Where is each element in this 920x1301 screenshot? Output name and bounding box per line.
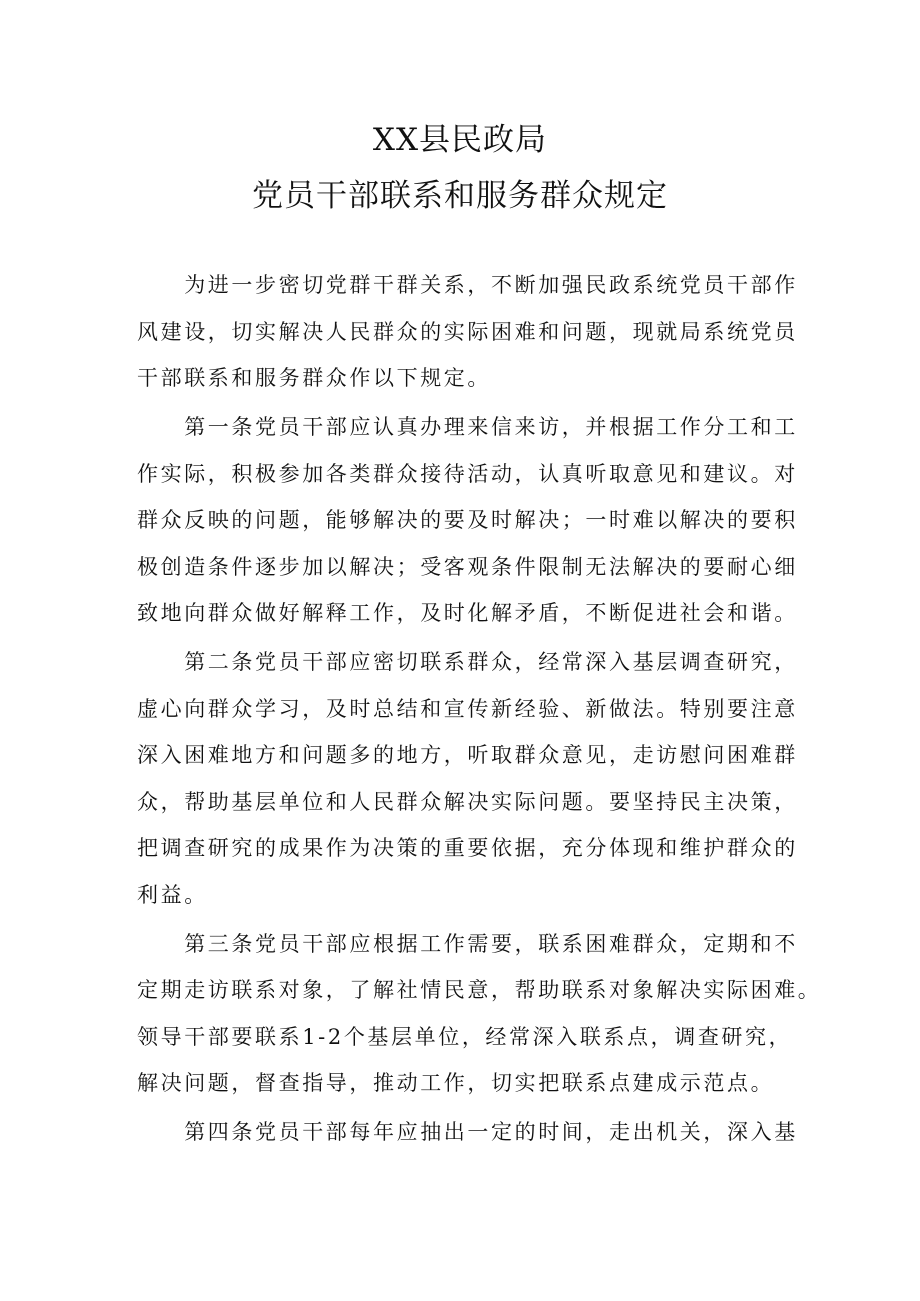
document-body xyxy=(137,262,822,1156)
title-line-1: XX县民政局 xyxy=(372,122,548,158)
title-line-2: 党员干部联系和服务群众规定 xyxy=(252,178,668,214)
text-line: 虚心向群众学习，及时总结和宣传新经验、新做法。特别要注意 xyxy=(137,696,798,721)
text-line: 第二条党员干部应密切联系群众，经常深入基层调查研究， xyxy=(137,650,798,674)
text-line: 把调查研究的成果作为决策的重要依据，充分体现和维护群众的 xyxy=(137,836,798,860)
text-line: 作实际，积极参加各类群众接待活动，认真听取意见和建议。对 xyxy=(137,461,798,486)
text-line: 群众反映的问题，能够解决的要及时解决；一时难以解决的要积 xyxy=(137,508,798,532)
document-title xyxy=(0,112,920,224)
text-line: 利益。 xyxy=(137,882,208,907)
text-line: 风建设，切实解决人民群众的实际困难和问题，现就局系统党员 xyxy=(137,319,798,344)
text-line: 干部联系和服务群众作以下规定。 xyxy=(137,366,491,390)
text-line: 致地向群众做好解释工作，及时化解矛盾，不断促进社会和谐。 xyxy=(137,601,798,625)
text-line: 定期走访联系对象，了解社情民意，帮助联系对象解决实际困难。 xyxy=(137,978,822,1002)
text-line: 为进一步密切党群干群关系，不断加强民政系统党员干部作 xyxy=(137,273,798,297)
text-line: 领导干部要联系1-2个基层单位，经常深入联系点，调查研究， xyxy=(137,1024,793,1049)
text-line: 极创造条件逐步加以解决；受客观条件限制无法解决的要耐心细 xyxy=(137,554,798,579)
text-line: 第一条党员干部应认真办理来信来访，并根据工作分工和工 xyxy=(137,415,798,439)
text-line: 第四条党员干部每年应抽出一定的时间，走出机关，深入基 xyxy=(137,1120,798,1144)
paragraph-article-4 xyxy=(137,1109,797,1156)
text-line: 解决问题，督查指导，推动工作，切实把联系点建成示范点。 xyxy=(137,1071,775,1095)
paragraph-article-1 xyxy=(137,404,797,637)
paragraph-intro xyxy=(137,262,797,402)
text-line: 众，帮助基层单位和人民群众解决实际问题。要坚持民主决策， xyxy=(137,789,798,814)
paragraph-article-2 xyxy=(137,639,797,918)
paragraph-article-3 xyxy=(137,921,822,1107)
text-line: 第三条党员干部应根据工作需要，联系困难群众，定期和不 xyxy=(137,931,798,956)
text-line: 深入困难地方和问题多的地方，听取群众意见，走访慰问困难群 xyxy=(137,743,798,767)
